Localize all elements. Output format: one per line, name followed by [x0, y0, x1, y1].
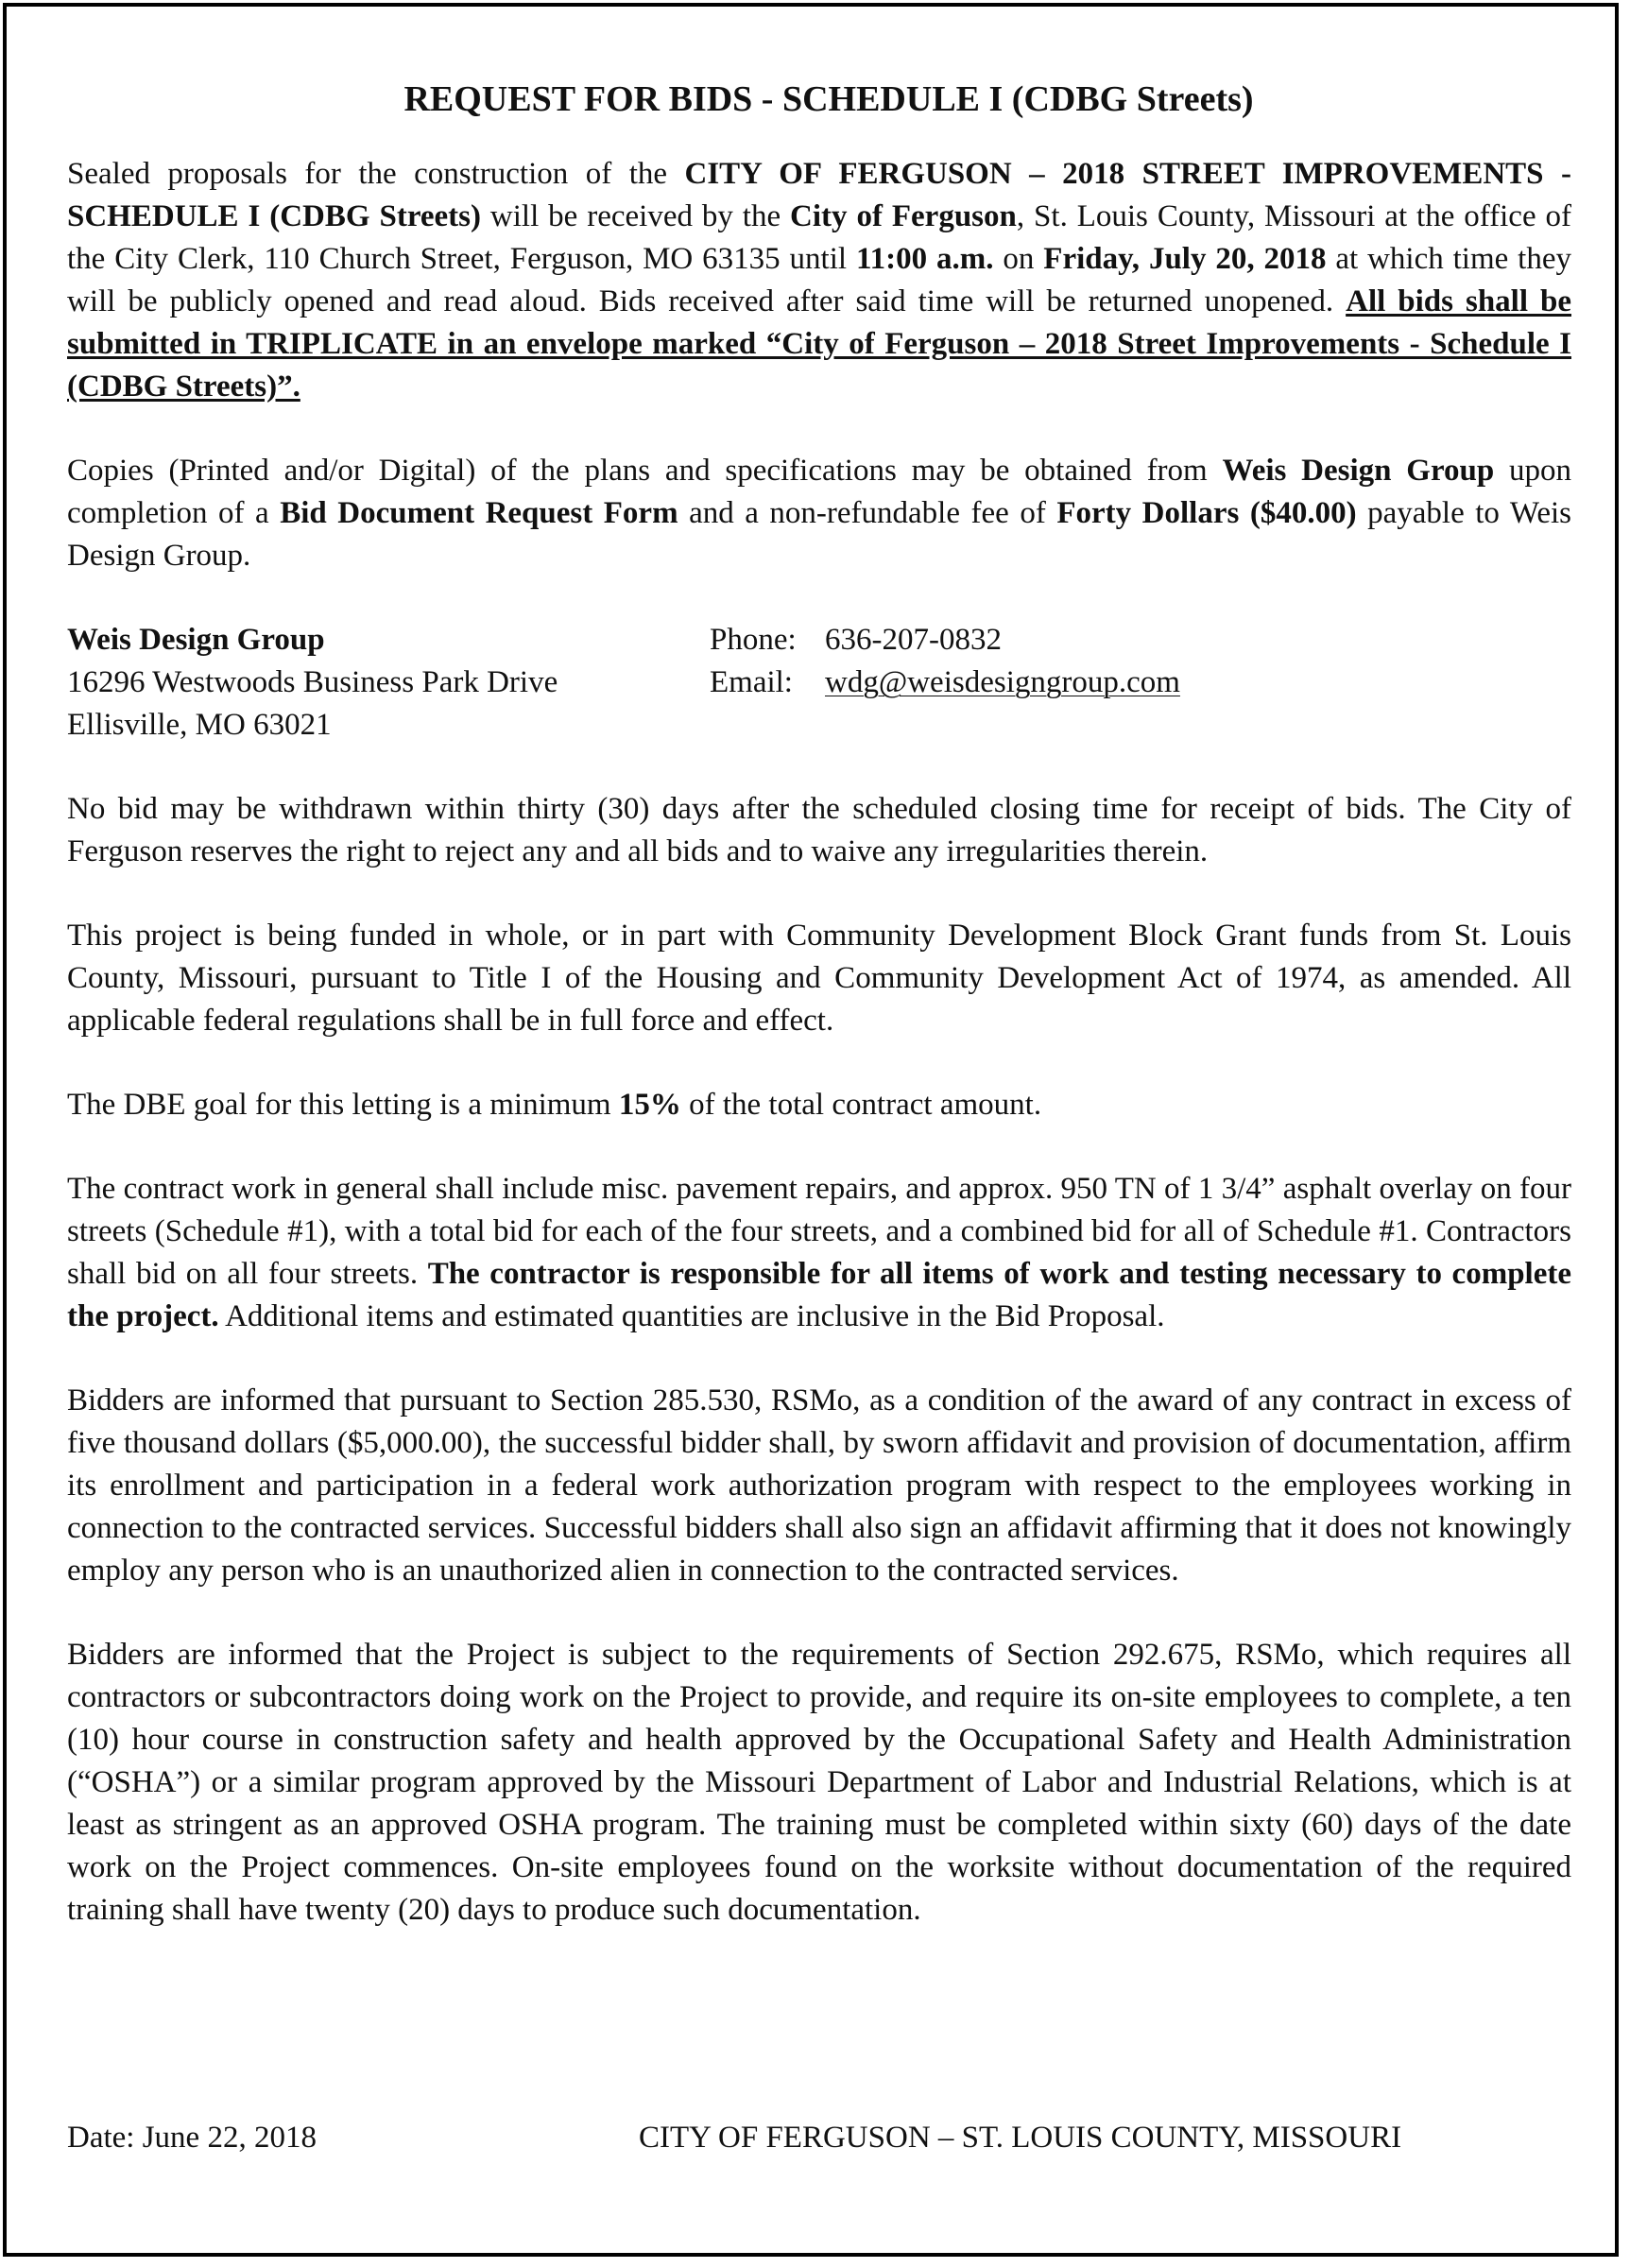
- dbe-percentage: 15%: [618, 1088, 681, 1122]
- paragraph-copies: [67, 450, 1571, 577]
- p1-text-g: on: [993, 242, 1044, 276]
- p1-text-c: will be received by the: [480, 199, 791, 233]
- p5-text-c: of the total contract amount.: [680, 1088, 1042, 1122]
- request-form-name: Bid Document Request Form: [280, 496, 678, 530]
- paragraph-dbe-goal: [67, 1084, 1571, 1126]
- p6-text-c: Additional items and estimated quantities are inclusive in the Bid Proposal.: [218, 1299, 1165, 1333]
- phone-number: 636-207-0832: [825, 623, 1002, 657]
- page-title: REQUEST FOR BIDS - SCHEDULE I (CDBG Streets): [403, 79, 1254, 119]
- p5-text-a: The DBE goal for this letting is a minimum: [67, 1088, 619, 1122]
- bid-date: Friday, July 20, 2018: [1043, 242, 1327, 276]
- p2-text-g: payable to Weis Design Group.: [67, 496, 1572, 573]
- p2-text-c: upon completion of a: [67, 454, 1572, 530]
- paragraph-osha-training: Bidders are informed that the Project is subject to the requirements of Section 292.675, RSMo, which requires all contractors or subcontractors doing work on the Project to provide, and require its on-site employees to complete, a ten (10) hour course in construction safety and health approved by the Occupational Safety and Health Administration (“OSHA”) or a similar program approved by the Missouri Department of Labor and Industrial Relations, which is at least as stringent as an approved OSHA program. The training must be completed within sixty (60) days of the date work on the Project commences. On-site employees found on the worksite without documentation of the required training shall have twenty (20) days to produce such documentation.: [67, 1638, 1571, 1927]
- phone-label: Phone:: [710, 623, 797, 657]
- email-link[interactable]: wdg@weisdesigngroup.com: [825, 665, 1180, 699]
- contact-address-line2: Ellisville, MO 63021: [67, 708, 332, 742]
- contact-address-line1: 16296 Westwoods Business Park Drive: [67, 665, 558, 699]
- design-group-name: Weis Design Group: [1222, 454, 1495, 488]
- contact-name: Weis Design Group: [67, 623, 325, 657]
- p1-text-e: , St. Louis County, Missouri at the office of the City Clerk, 110 Church Street, Ferguson, MO 63135 until: [67, 199, 1572, 276]
- paragraph-contract-work: [67, 1168, 1571, 1338]
- footer-city: CITY OF FERGUSON – ST. LOUIS COUNTY, MISSOURI: [639, 2121, 1402, 2155]
- paragraph-sealed-proposals: [67, 153, 1571, 408]
- contact-address: [67, 619, 710, 747]
- contact-block: [67, 619, 1571, 747]
- bid-time: 11:00 a.m.: [855, 242, 994, 276]
- document-body: [67, 76, 1571, 1973]
- contact-details: [710, 619, 1571, 747]
- email-label: Email:: [710, 665, 793, 699]
- footer-date: Date: June 22, 2018: [67, 2121, 317, 2155]
- p6-text-a: The contract work in general shall include misc. pavement repairs, and approx. 950 TN of 1 3/4” asphalt overlay on four streets (Schedule #1), with a total bid for each of the four streets, and a combined bid for all of Schedule #1. Contractors shall bid on all four streets.: [67, 1172, 1571, 1291]
- contractor-responsibility: The contractor is responsible for all items of work and testing necessary to complete the project.: [67, 1257, 1571, 1333]
- fee-amount: Forty Dollars ($40.00): [1056, 496, 1357, 530]
- city-name: City of Ferguson: [790, 199, 1017, 233]
- project-name: CITY OF FERGUSON – 2018 STREET IMPROVEMENTS - SCHEDULE I (CDBG Streets): [67, 157, 1571, 233]
- p2-text-a: Copies (Printed and/or Digital) of the plans and specifications may be obtained from: [67, 454, 1223, 488]
- phone-row: [710, 619, 1571, 662]
- paragraph-work-authorization: Bidders are informed that pursuant to Section 285.530, RSMo, as a condition of the award of any contract in excess of five thousand dollars ($5,000.00), the successful bidder shall, by sworn affidavit and provision of documentation, affirm its enrollment and participation in a federal work authorization program with respect to the employees working in connection to the contracted services. Successful bidders shall also sign an affidavit affirming that it does not knowingly employ any person who is an unauthorized alien in connection to the contracted services.: [67, 1383, 1571, 1588]
- paragraph-withdrawal: No bid may be withdrawn within thirty (30) days after the scheduled closing time for receipt of bids. The City of Ferguson reserves the right to reject any and all bids and to waive any irregularities therein.: [67, 792, 1571, 868]
- paragraph-funding: This project is being funded in whole, or in part with Community Development Block Grant funds from St. Louis County, Missouri, pursuant to Title I of the Housing and Community Development Act of 1974, as amended. All applicable federal regulations shall be in full force and effect.: [67, 919, 1571, 1038]
- email-row: [710, 662, 1571, 704]
- p1-text-i: at which time they will be publicly opened and read aloud. Bids received after said time will be returned unopened.: [67, 242, 1571, 318]
- p2-text-e: and a non-refundable fee of: [678, 496, 1057, 530]
- triplicate-instruction: All bids shall be submitted in TRIPLICATE in an envelope marked “City of Ferguson – 2018 Street Improvements - Schedule I (CDBG Streets)”.: [67, 284, 1571, 404]
- p1-text-a: Sealed proposals for the construction of the: [67, 157, 685, 191]
